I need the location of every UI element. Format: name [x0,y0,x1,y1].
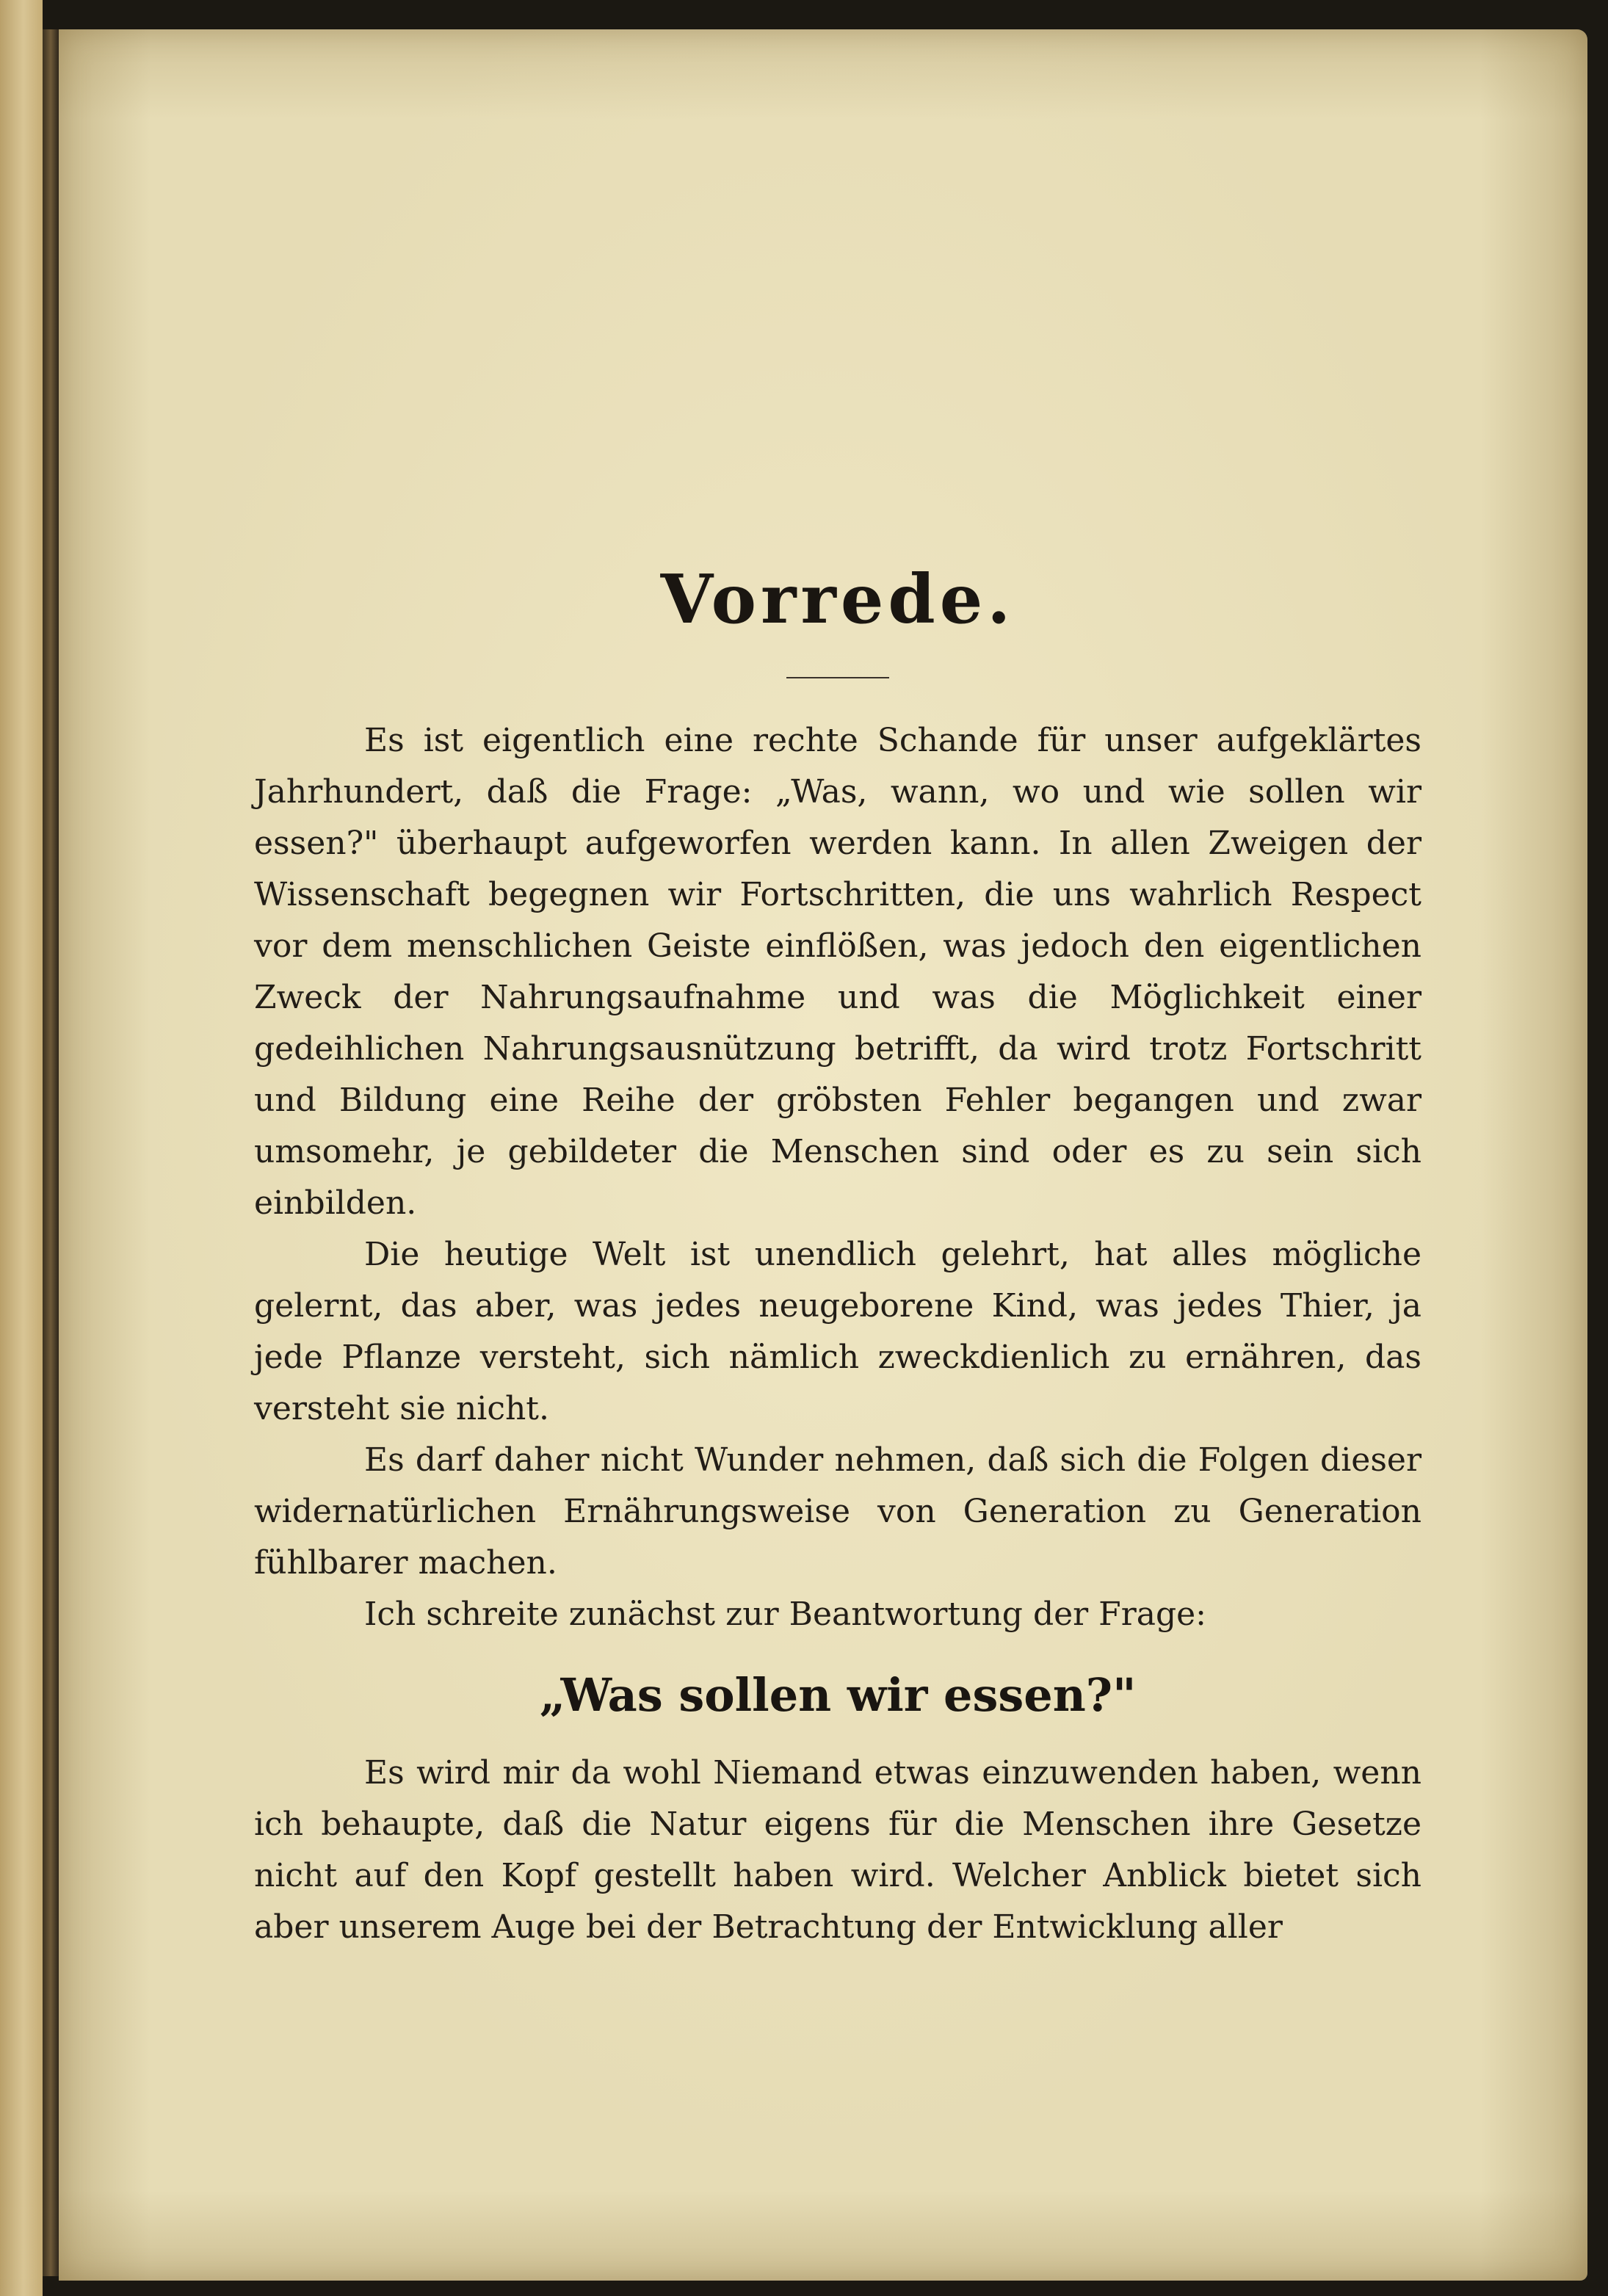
page-title: Vorrede. [660,559,1015,639]
left-page-edge [0,0,43,2296]
body-text [254,715,1422,1640]
paragraph-2: Die heutige Welt ist unendlich gelehrt, hat alles mögliche gelernt, das aber, was jedes neugeborene Kind, was jedes Thier, ja jede Pflanze versteht, sich nämlich zweckdienlich zu ernähren, das versteht sie nicht. [254,1236,1422,1427]
page-content [254,559,1422,1953]
section-heading: „Was sollen wir essen?" [539,1668,1137,1722]
book-gutter [43,29,59,2276]
paragraph-3: Es darf daher nicht Wunder nehmen, daß sich die Folgen dieser widernatürlichen Ernährungsweise von Generation zu Generation fühlbarer machen. [254,1441,1422,1582]
paragraph-1: Es ist eigentlich eine rechte Schande für unser aufgeklärtes Jahrhundert, daß die Frage: „Was, wann, wo und wie sollen wir essen?" überhaupt aufgeworfen werden kann. In allen Zweigen der Wissenschaft begegnen wir Fortschritten, die uns wahrlich Respect vor dem menschlichen Geiste einflößen, was jedoch den eigentlichen Zweck der Nahrungsaufnahme und was die Möglichkeit einer gedeihlichen Nahrungsausnützung betrifft, da wird trotz Fortschritt und Bildung eine Reihe der gröbsten Fehler begangen und zwar umsomehr, je gebildeter die Menschen sind oder es zu sein sich einbilden. [254,722,1422,1222]
paragraph-5: Es wird mir da wohl Niemand etwas einzuwenden haben, wenn ich behaupte, daß die Natur eigens für die Menschen ihre Gesetze nicht auf den Kopf gestellt haben wird. Welcher Anblick bietet sich aber unserem Auge bei der Betrachtung der Entwicklung aller [254,1754,1422,1946]
paragraph-4: Ich schreite zunächst zur Beantwortung der Frage: [364,1596,1206,1633]
body-text-continued [254,1748,1422,1953]
title-divider [786,677,889,678]
